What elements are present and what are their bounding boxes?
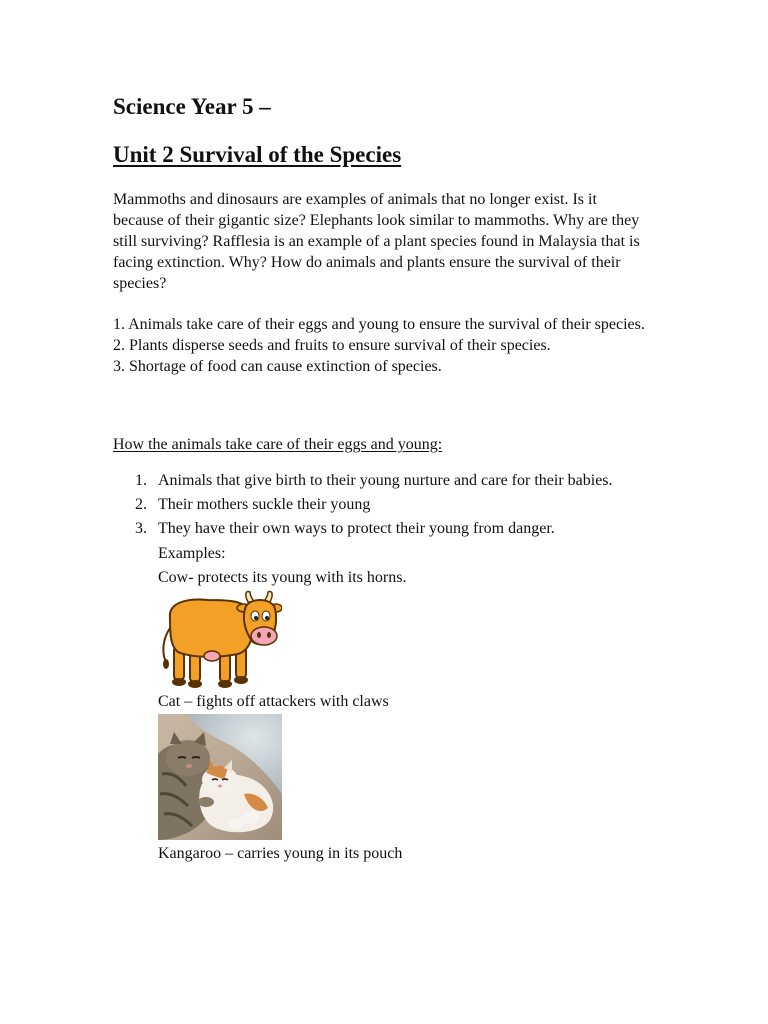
list-text: They have their own ways to protect their young from danger. (158, 520, 555, 537)
list-number: 2. (135, 496, 147, 513)
care-list-item (113, 518, 673, 539)
list-text: Their mothers suckle their young (158, 496, 371, 513)
care-list (113, 470, 673, 542)
unit-title: Unit 2 Survival of the Species (113, 142, 402, 167)
care-list-item (113, 470, 673, 491)
fact-item: 3. Shortage of food can cause extinction of species. (113, 358, 442, 375)
cartoon-cow-icon (158, 588, 282, 692)
list-number: 1. (135, 472, 147, 489)
list-text: Animals that give birth to their young nurture and care for their babies. (158, 472, 613, 489)
list-number: 3. (135, 520, 147, 537)
care-heading: How the animals take care of their eggs and young: (113, 436, 443, 453)
intro-paragraph: Mammoths and dinosaurs are examples of animals that no longer exist. Is it because of their gigantic size? Elephants look similar to mammoths. Why are they still surviving? Rafflesia is an example of a plant species found in Malaysia that is facing extinction. Why? How do animals and plants ensure the survival of their species? (113, 191, 640, 292)
care-list-item (113, 494, 673, 515)
cat-and-kitten-photo (158, 714, 282, 840)
examples-label: Examples: (158, 545, 226, 562)
kangaroo-caption: Kangaroo – carries young in its pouch (158, 845, 403, 862)
document-title: Science Year 5 – (113, 94, 271, 119)
fact-item: 2. Plants disperse seeds and fruits to ensure survival of their species. (113, 337, 551, 354)
cow-caption: Cow- protects its young with its horns. (158, 569, 407, 586)
fact-item: 1. Animals take care of their eggs and young to ensure the survival of their species. (113, 316, 645, 333)
cat-caption: Cat – fights off attackers with claws (158, 693, 389, 710)
key-facts-list (113, 314, 648, 377)
